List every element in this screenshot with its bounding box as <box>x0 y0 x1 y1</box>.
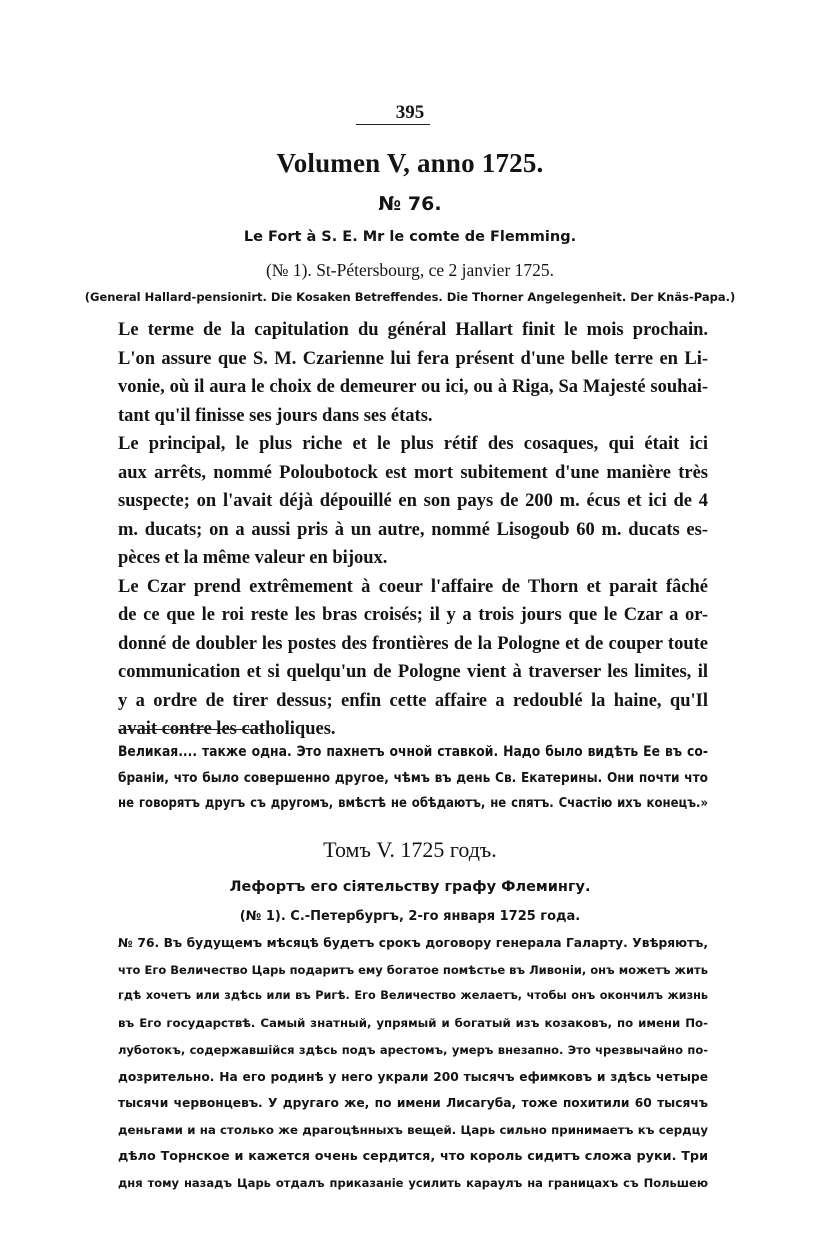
footnote-line: Великая.... также одна. Это пахнетъ очной ставкой. Надо было видѣть Ее въ со- <box>118 744 708 760</box>
russian-line: деньгами и на столько же драгоцѣнныхъ вещей. Царь сильно принимаетъ къ сердцу <box>118 1122 708 1137</box>
page-number-rule <box>356 124 430 125</box>
french-line: m. ducats; on a aussi pris à un autre, nommé Lisogoub 60 m. ducats es- <box>118 519 708 540</box>
russian-letter-body <box>118 930 708 1197</box>
french-line: pèces et la même valeur en bijoux. <box>118 548 388 568</box>
french-line: suspecte; on l'avait déjà dépouillé en son pays de 200 m. écus et ici de 4 <box>118 491 708 511</box>
french-line: tant qu'il finisse ses jours dans ses états. <box>118 405 433 426</box>
russian-line: луботокъ, содержавшiйся здѣсь подъ арестомъ, умеръ внезапно. Это чрезвычайно по- <box>118 1042 708 1057</box>
french-line: vonie, où il aura le choix de demeurer ou ici, ou à Riga, Sa Majesté souhai- <box>118 377 708 397</box>
french-letter-body <box>118 316 708 744</box>
french-line: Le terme de la capitulation du général Hallart finit le mois prochain. <box>118 320 708 340</box>
french-line: donné de doubler les postes des frontières de la Pologne et de couper toute <box>118 633 708 654</box>
russian-volume-title: Томъ V. 1725 годъ. <box>323 837 497 862</box>
russian-dateline: (№ 1). С.-Петербургъ, 2-го января 1725 года. <box>239 909 581 924</box>
french-line: aux arrêts, nommé Poloubotock est mort subitement d'une manière très <box>118 462 708 483</box>
summary-line: (General Hallard-pensionirt. Die Kosaken Betreffendes. Die Thorner Angelegenheit. Der Knäs-Papa.) <box>84 290 736 304</box>
french-line: communication et si quelqu'un de Pologne vient à traverser les limites, il <box>118 662 708 682</box>
french-line: avait contre les catholiques. <box>118 719 336 739</box>
dateline: (№ 1). St-Pétersbourg, ce 2 janvier 1725. <box>265 260 555 280</box>
russian-line: дѣло Торнское и кажется очень сердится, что король сидитъ сложа руки. Три <box>118 1148 708 1164</box>
russian-line: № 76. Въ будущемъ мѣсяцѣ будетъ срокъ договору генерала Галарту. Увѣряютъ, <box>118 936 708 950</box>
document-number: № 76. <box>378 193 442 215</box>
russian-heading: Лефортъ его сiятельству графу Флемингу. <box>229 879 591 895</box>
letter-heading: Le Fort à S. E. Mr le comte de Flemming. <box>243 229 577 245</box>
french-line: Le Czar prend extrêmement à coeur l'affaire de Thorn et parait fâché <box>118 576 708 597</box>
french-line: y a ordre de tirer dessus; enfin cette affaire a redoublé la haine, qu'Il <box>118 690 708 711</box>
footnote-line: не говорятъ другъ съ другомъ, вмѣстѣ не обѣдаютъ, не спятъ. Счастiю ихъ конецъ.» <box>118 796 708 811</box>
french-line: Le principal, le plus riche et le plus rétif des cosaques, qui était ici <box>118 434 708 454</box>
footnote-line: бранiи, что было совершенно другое, чѣмъ въ день Св. Екатерины. Они почти что <box>118 769 708 786</box>
page-number: 395 <box>395 102 425 123</box>
russian-line: дозрительно. На его родинѣ у него украли 200 тысячъ ефимковъ и здѣсь четыре <box>118 1069 708 1084</box>
russian-line: что Его Величество Царь подаритъ ему богатое помѣстье въ Ливонiи, онъ можетъ жить <box>118 962 708 977</box>
volume-title: Volumen V, anno 1725. <box>276 148 544 178</box>
footnote <box>118 740 708 817</box>
russian-line: гдѣ хочетъ или здѣсь или въ Ригѣ. Его Величество желаетъ, чтобы онъ окончилъ жизнь <box>118 989 708 1003</box>
russian-line: тысячи червонцевъ. У другаго же, по имени Лисагуба, тоже похитили 60 тысячъ <box>118 1096 708 1111</box>
french-line: L'on assure que S. M. Czarienne lui fera présent d'une belle terre en Li- <box>118 348 708 369</box>
french-line: de ce que le roi reste les bras croisés; il y a trois jours que le Czar a or- <box>118 605 708 625</box>
russian-line: въ Его государствѣ. Самый знатный, упрямый и богатый изъ козаковъ, по имени По- <box>118 1016 708 1031</box>
russian-line: дня тому назадъ Царь отдалъ приказанiе усилить караулъ на границахъ съ Польшею <box>118 1176 708 1191</box>
footnote-rule <box>118 729 264 730</box>
